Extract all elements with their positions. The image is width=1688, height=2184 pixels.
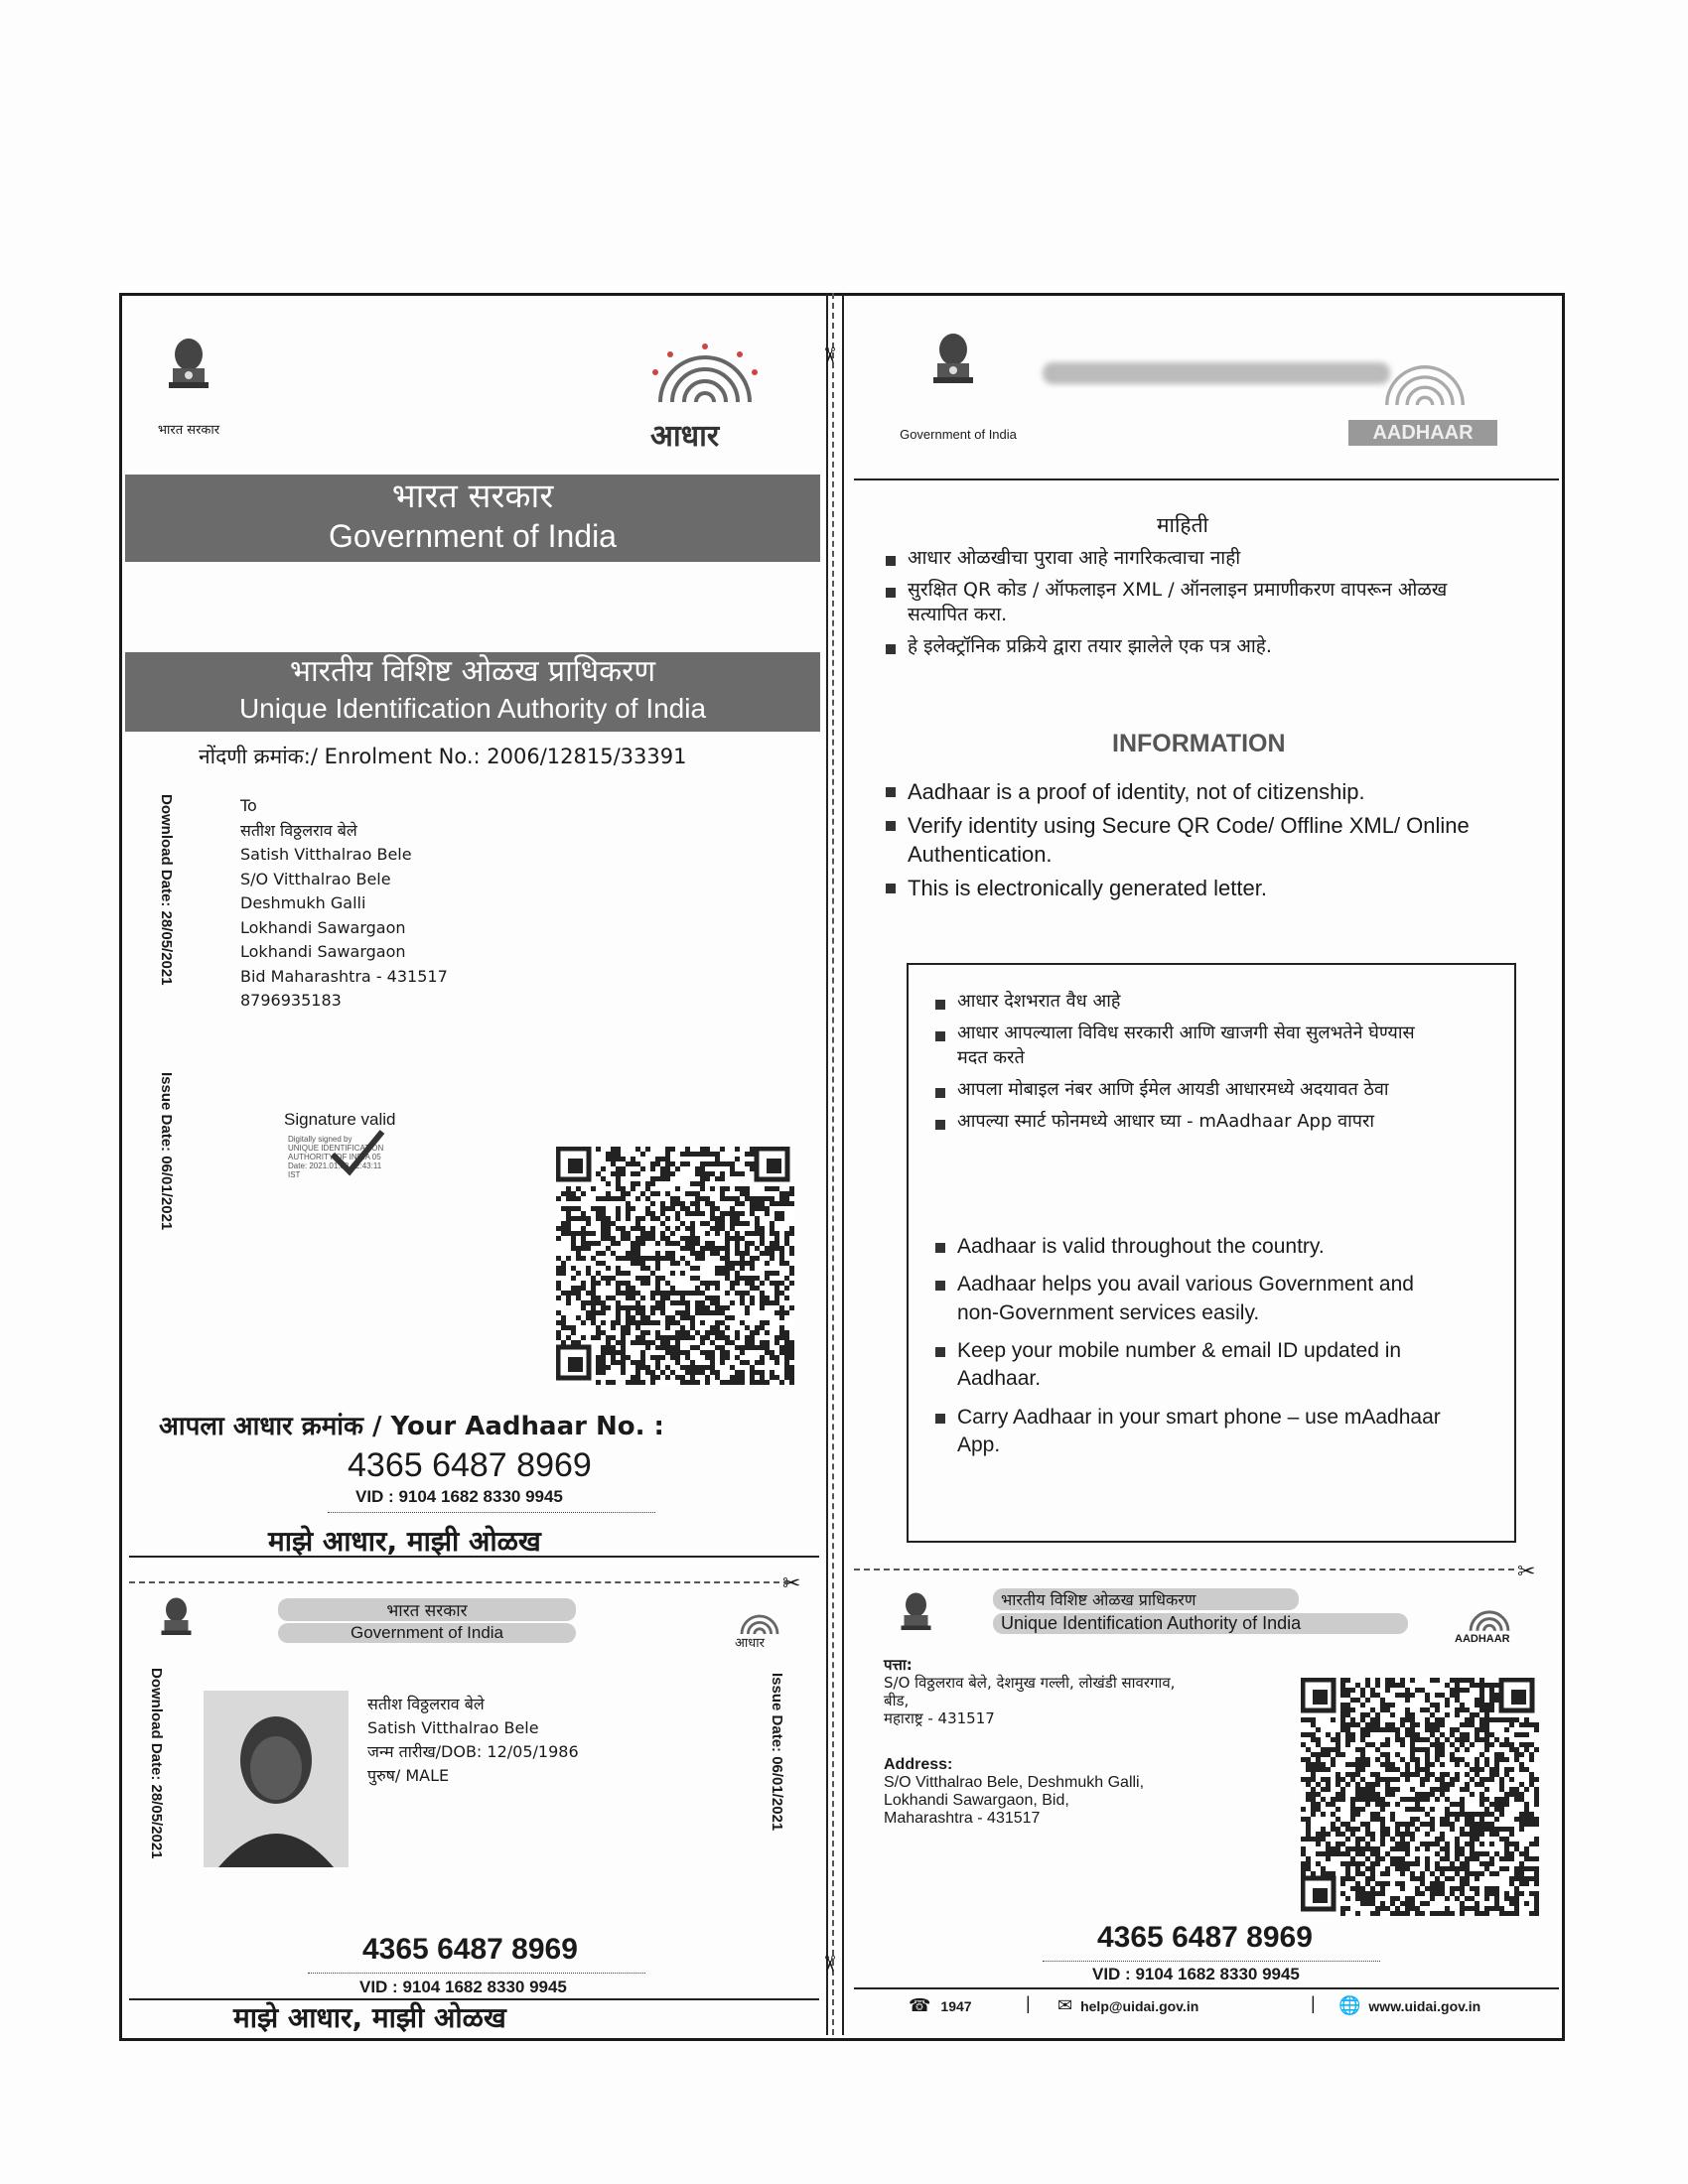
- recipient-address: [240, 794, 448, 1014]
- qr-code: [556, 1147, 794, 1385]
- box-item: आधार देशभरात वैध आहे: [933, 990, 1450, 1014]
- info-box: [907, 963, 1516, 1543]
- download-date-wrap: [159, 794, 175, 993]
- info-item: Aadhaar is a proof of identity, not of citizenship.: [884, 777, 1529, 807]
- ashoka-emblem-icon: [154, 1593, 199, 1653]
- address-line: Satish Vitthalrao Bele: [240, 845, 412, 864]
- download-date: Download Date: 28/05/2021: [158, 794, 175, 986]
- card-uidai-en: Unique Identification Authority of India: [993, 1613, 1408, 1634]
- your-aadhaar-label: आपला आधार क्रमांक / Your Aadhaar No. :: [159, 1412, 664, 1441]
- box-item: आपला मोबाइल नंबर आणि ईमेल आयडी आधारमध्ये अदयावत ठेवा: [933, 1078, 1450, 1102]
- info-item: This is electronically generated letter.: [884, 874, 1529, 903]
- vid-number: VID : 9104 1682 8330 9945: [355, 1487, 563, 1506]
- checkmark-icon: [328, 1127, 387, 1176]
- info-item: हे इलेक्ट्रॉनिक प्रक्रिये द्वारा तयार झालेले एक पत्र आहे.: [884, 634, 1529, 660]
- contact-website[interactable]: [1338, 1995, 1480, 2016]
- address-line: S/O विठ्ठलराव बेले, देशमुख गल्ली, लोखंडी सावरगाव,: [884, 1674, 1176, 1692]
- info-item: आधार ओळखीचा पुरावा आहे नागरिकत्वाचा नाही: [884, 546, 1529, 572]
- address-label-mr: पत्ता:: [884, 1656, 913, 1674]
- gov-en: Government of India: [329, 518, 617, 554]
- globe-icon: 🌐: [1338, 1995, 1361, 2015]
- card-download-date: Download Date: 28/05/2021: [148, 1668, 165, 1859]
- header-band: [1043, 362, 1390, 384]
- tagline: माझे आधार, माझी ओळख: [268, 1525, 541, 1558]
- scissors-icon: ✂: [817, 1954, 843, 1974]
- vertical-cut-line: [826, 293, 844, 2035]
- box-item: Aadhaar helps you avail various Government and non-Government services easily.: [933, 1271, 1450, 1327]
- card-aadhaar-number: 4365 6487 8969: [1097, 1921, 1313, 1954]
- info-heading-en: INFORMATION: [1112, 730, 1286, 757]
- card-aadhaar-number: 4365 6487 8969: [362, 1933, 578, 1966]
- address-line: Maharashtra - 431517: [884, 1810, 1041, 1827]
- contact-email[interactable]: [1057, 1995, 1198, 2016]
- address-line: Lokhandi Sawargaon: [240, 942, 406, 961]
- aadhaar-logo-text: आधार: [650, 419, 720, 454]
- holder-name-en: Satish Vitthalrao Bele: [367, 1718, 539, 1737]
- address-line: महाराष्ट्र - 431517: [884, 1709, 995, 1727]
- address-line: सतीश विठ्ठलराव बेले: [240, 820, 357, 840]
- card-cut-dash: [854, 1569, 1514, 1570]
- box-item: Aadhaar is valid throughout the country.: [933, 1233, 1450, 1261]
- card-address-en: [884, 1756, 1241, 1828]
- card-issue-date: Issue Date: 06/01/2021: [769, 1673, 785, 1832]
- vid-rule: [328, 1512, 655, 1513]
- ashoka-emblem-icon: [894, 1588, 938, 1648]
- card-vid: VID : 9104 1682 8330 9945: [359, 1978, 567, 1996]
- address-line: 8796935183: [240, 991, 342, 1010]
- gov-mr: भारत सरकार: [391, 477, 554, 516]
- holder-gender: पुरुष/ MALE: [367, 1766, 450, 1785]
- info-heading-mr: माहिती: [1157, 513, 1208, 537]
- info-list-en: [884, 777, 1529, 903]
- sig-line: IST: [288, 1170, 301, 1179]
- vid-rule: [1043, 1961, 1380, 1962]
- address-line: Bid Maharashtra - 431517: [240, 966, 448, 986]
- box-item: आपल्या स्मार्ट फोनमध्ये आधार घ्या - mAadhaar App वापरा: [933, 1110, 1450, 1134]
- box-list-mr: [933, 990, 1450, 1134]
- address-line: Deshmukh Galli: [240, 893, 366, 912]
- box-list-en: [933, 1233, 1450, 1459]
- info-item: Verify identity using Secure QR Code/ Offline XML/ Online Authentication.: [884, 811, 1529, 870]
- divider: [129, 1556, 819, 1558]
- emblem-caption: Government of India: [900, 427, 1017, 442]
- holder-details: [367, 1693, 579, 1788]
- aadhaar-logo-icon: [1450, 1593, 1529, 1635]
- aadhaar-logo-icon: [1345, 338, 1504, 422]
- mail-icon: ✉: [1057, 1995, 1073, 2015]
- ashoka-emblem-icon: [923, 328, 983, 407]
- card-uidai-mr: भारतीय विशिष्ट ओळख प्राधिकरण: [993, 1588, 1299, 1610]
- address-line: To: [240, 796, 257, 815]
- card-download-wrap: [149, 1668, 165, 1866]
- info-list-mr: [884, 546, 1529, 660]
- sig-line: Digitally signed by: [288, 1135, 352, 1144]
- address-line: Lokhandi Sawargaon, Bid,: [884, 1792, 1069, 1809]
- card-address-mr: [884, 1656, 1241, 1727]
- address-line: S/O Vitthalrao Bele: [240, 869, 391, 888]
- uidai-en: Unique Identification Authority of India: [238, 693, 707, 724]
- address-label-en: Address:: [884, 1756, 953, 1773]
- gov-band: [125, 475, 820, 562]
- address-line: बीड,: [884, 1692, 910, 1709]
- issue-date-wrap: [159, 1072, 175, 1271]
- aadhaar-logo-icon: [725, 1598, 794, 1638]
- signature-valid: Signature valid: [284, 1110, 396, 1129]
- card-tagline: माझे आधार, माझी ओळख: [233, 2001, 506, 2034]
- holder-name-mr: सतीश विठ्ठलराव बेले: [367, 1695, 485, 1713]
- box-item: Carry Aadhaar in your smart phone – use mAadhaar App.: [933, 1404, 1450, 1460]
- ashoka-emblem-icon: [159, 333, 218, 412]
- sig-line: Date: 2021.01.08 12:43:11: [288, 1161, 382, 1170]
- card-gov-mr: भारत सरकार: [278, 1598, 576, 1621]
- card-issue-wrap: [770, 1673, 785, 1871]
- separator: |: [1026, 1993, 1031, 2013]
- address-line: S/O Vitthalrao Bele, Deshmukh Galli,: [884, 1774, 1145, 1791]
- info-item: सुरक्षित QR कोड / ऑफलाइन XML / ऑनलाइन प्रमाणीकरण वापरून ओळख सत्यापित करा.: [884, 578, 1464, 628]
- phone-number: 1947: [940, 1997, 972, 2014]
- uidai-band: [125, 652, 820, 732]
- card-logo-text: आधार: [735, 1636, 765, 1651]
- box-item: Keep your mobile number & email ID updated in Aadhaar.: [933, 1337, 1450, 1394]
- qr-code: [1301, 1678, 1539, 1916]
- sig-line: AUTHORITY OF INDIA 05: [288, 1153, 381, 1161]
- contact-phone: [909, 1995, 972, 2016]
- vertical-dash: [832, 293, 834, 2035]
- aadhaar-logo-text: AADHAAR: [1348, 420, 1497, 446]
- email-address: help@uidai.gov.in: [1080, 1997, 1199, 2014]
- card-cut-dash: [129, 1581, 789, 1583]
- enrolment-number: नोंदणी क्रमांक:/ Enrolment No.: 2006/12815/33391: [199, 745, 687, 768]
- separator: |: [1311, 1993, 1316, 2013]
- scissors-icon: ✂: [782, 1570, 801, 1595]
- uidai-mr: भारतीय विशिष्ट ओळख प्राधिकरण: [289, 654, 656, 689]
- box-item: आधार आपल्याला विविध सरकारी आणि खाजगी सेवा सुलभतेने घेण्यास मदत करते: [933, 1022, 1450, 1070]
- card-gov-en: Government of India: [278, 1623, 576, 1643]
- phone-icon: ☎: [909, 1995, 931, 2015]
- address-line: Lokhandi Sawargaon: [240, 917, 406, 937]
- scissors-icon: ✂: [817, 345, 843, 365]
- divider: [854, 1987, 1559, 1989]
- aadhaar-number: 4365 6487 8969: [348, 1446, 592, 1484]
- vid-rule: [308, 1973, 645, 1974]
- issue-date: Issue Date: 06/01/2021: [158, 1072, 175, 1231]
- scissors-icon: ✂: [1517, 1559, 1536, 1583]
- website-url: www.uidai.gov.in: [1368, 1997, 1481, 2014]
- holder-photo: [204, 1691, 349, 1867]
- sig-line: UNIQUE IDENTIFICATION: [288, 1144, 384, 1153]
- card-vid: VID : 9104 1682 8330 9945: [1092, 1965, 1300, 1983]
- holder-dob: जन्म तारीख/DOB: 12/05/1986: [367, 1742, 579, 1761]
- aadhaar-letter: [119, 293, 1569, 2045]
- emblem-caption: भारत सरकार: [157, 423, 220, 438]
- divider: [854, 478, 1559, 480]
- card-logo-text: AADHAAR: [1455, 1633, 1510, 1645]
